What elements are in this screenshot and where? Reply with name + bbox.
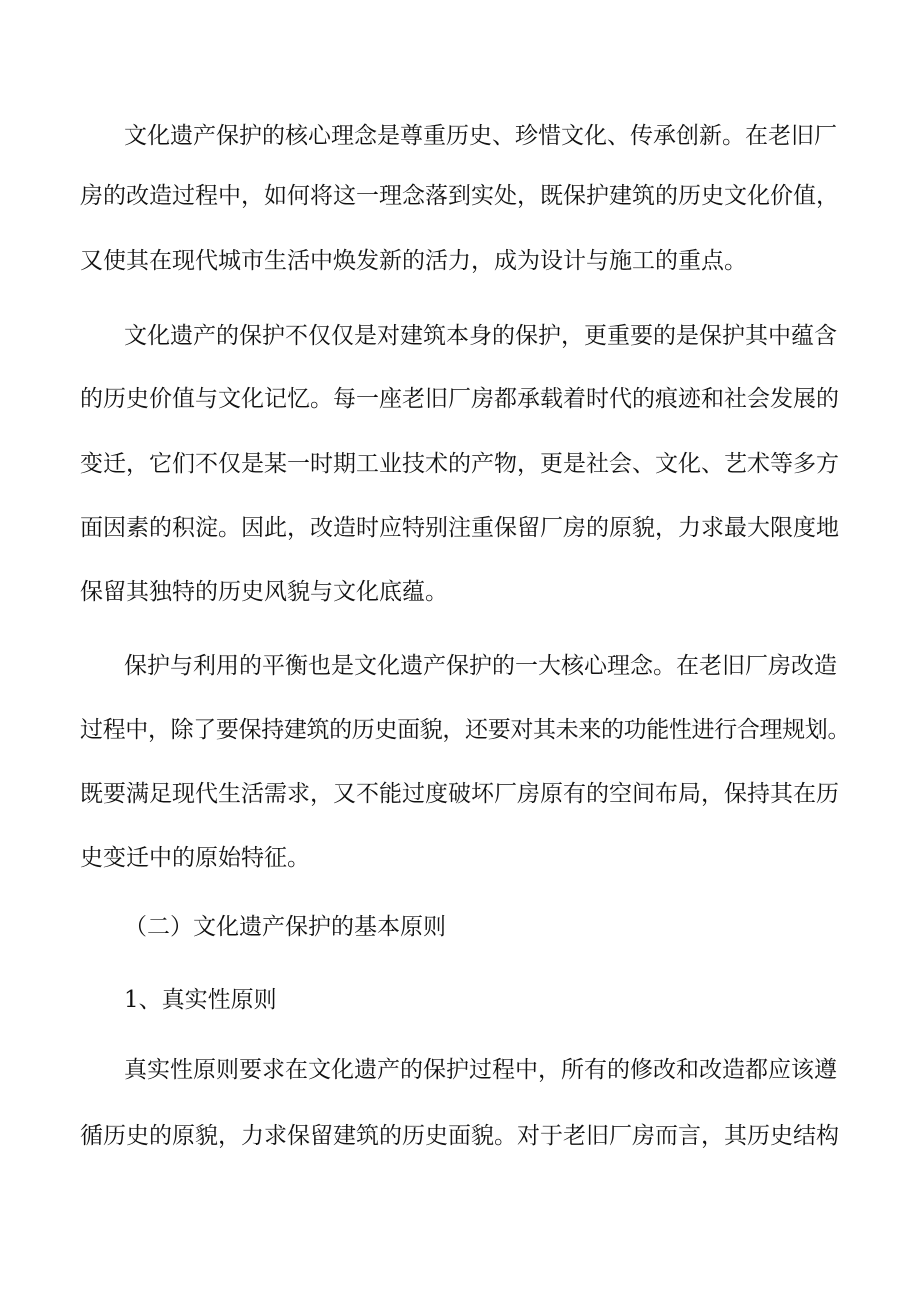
- paragraph-1-line-1: 文化遗产保护的核心理念是尊重历史、珍惜文化、传承创新。在老旧厂: [124, 123, 837, 149]
- paragraph-1-line-3: 又使其在现代城市生活中焕发新的活力，成为设计与施工的重点。: [80, 248, 747, 274]
- paragraph-4-line-2: 循历史的原貌，力求保留建筑的历史面貌。对于老旧厂房而言，其历史结构: [80, 1123, 839, 1149]
- subsection-heading: 1、真实性原则: [124, 987, 277, 1013]
- paragraph-2-line-4: 面因素的积淀。因此，改造时应特别注重保留厂房的原貌，力求最大限度地: [80, 515, 839, 541]
- paragraph-2-line-3: 变迁，它们不仅是某一时期工业技术的产物，更是社会、文化、艺术等多方: [80, 451, 839, 477]
- paragraph-2-line-2: 的历史价值与文化记忆。每一座老旧厂房都承载着时代的痕迹和社会发展的: [80, 386, 839, 412]
- paragraph-3-line-4: 史变迁中的原始特征。: [80, 845, 310, 871]
- paragraph-4-line-1: 真实性原则要求在文化遗产的保护过程中，所有的修改和改造都应该遵: [124, 1057, 837, 1083]
- section-heading: （二）文化遗产保护的基本原则: [124, 914, 446, 940]
- paragraph-3-line-3: 既要满足现代生活需求，又不能过度破坏厂房原有的空间布局，保持其在历: [80, 781, 839, 807]
- paragraph-2-line-1: 文化遗产的保护不仅仅是对建筑本身的保护，更重要的是保护其中蕴含: [124, 323, 837, 349]
- paragraph-3-line-2: 过程中，除了要保持建筑的历史面貌，还要对其未来的功能性进行合理规划。: [80, 717, 851, 743]
- paragraph-1-line-2: 房的改造过程中，如何将这一理念落到实处，既保护建筑的历史文化价值，: [80, 183, 839, 209]
- paragraph-2-line-5: 保留其独特的历史风貌与文化底蕴。: [80, 579, 448, 605]
- paragraph-3-line-1: 保护与利用的平衡也是文化遗产保护的一大核心理念。在老旧厂房改造: [124, 653, 837, 679]
